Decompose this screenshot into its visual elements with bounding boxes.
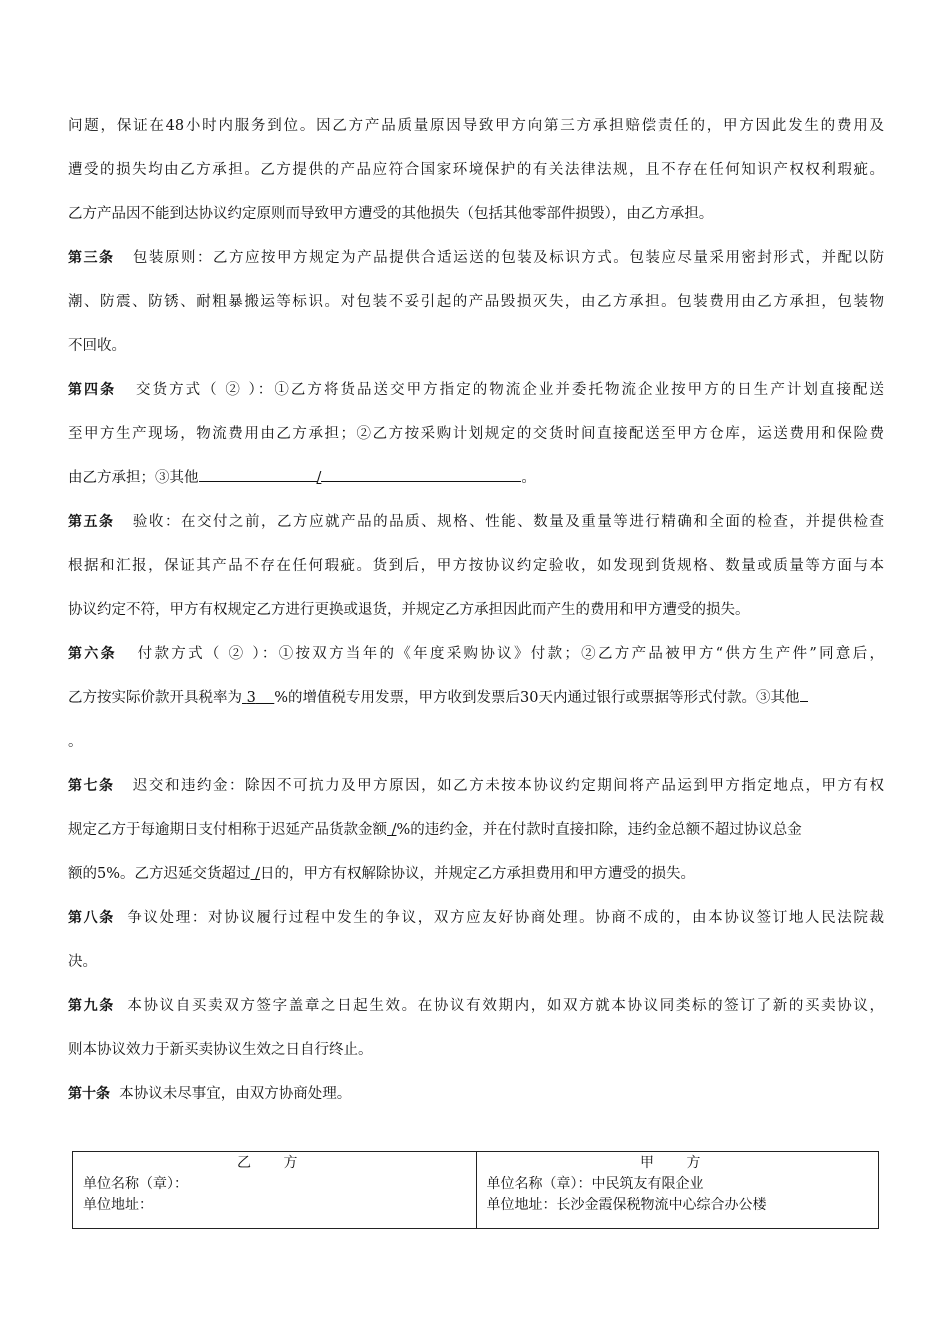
party-b-name-label: 单位名称（章）： [83, 1176, 188, 1192]
article-4-line-1: 第四条 交货方式（ ② ）：①乙方将货品送交甲方指定的物流企业并委托物流企业按甲方的日生产计划直接配送 [68, 382, 885, 398]
party-b-address-label: 单位地址： [83, 1197, 153, 1213]
article-6-line-2: 乙方按实际价款开具税率为 3 %的增值税专用发票，甲方收到发票后30天内通过银行或票据等形式付款。③其他 [68, 682, 884, 726]
article-7-line-1: 第七条 迟交和违约金：除因不可抗力及甲方原因，如乙方未按本协议约定期间将产品运到甲方指定地点，甲方有权 [68, 778, 885, 794]
article-4-title: 第四条 [68, 382, 117, 398]
article-9-title: 第九条 [68, 998, 115, 1014]
article-9-line-2: 则本协议效力于新买卖协议生效之日自行终止。 [68, 1042, 373, 1058]
article-3-line-2: 潮、防震、防锈、耐粗暴搬运等标识。对包装不妥引起的产品毁损灭失，由乙方承担。包装费用由乙方承担，包装物 [68, 294, 884, 310]
article-5-title: 第五条 [68, 514, 115, 530]
article-8-title: 第八条 [68, 910, 115, 926]
article-6-line-1: 第六条 付款方式（ ② ）：①按双方当年的《年度采购协议》付款；②乙方产品被甲方“供方生产件”同意后， [68, 646, 885, 662]
party-a-heading: 甲 方 [640, 1155, 715, 1171]
party-a-address-label: 单位地址：长沙金霞保税物流中心综合办公楼 [486, 1197, 767, 1213]
party-b-heading: 乙 方 [237, 1155, 312, 1171]
penalty-rate-value: / [391, 822, 397, 838]
article-3-title: 第三条 [68, 250, 115, 266]
delay-days-value: / [255, 866, 261, 882]
clause-continuation-line-1: 问题，保证在48小时内服务到位。因乙方产品质量原因导致甲方向第三方承担赔偿责任的，甲方因此发生的费用及 [68, 118, 884, 134]
other-payment-blank [800, 687, 808, 702]
signature-table [72, 1151, 879, 1229]
article-3-line-1: 第三条 包装原则：乙方应按甲方规定为产品提供合适运送的包装及标识方式。包装应尽量采用密封形式，并配以防 [68, 250, 885, 266]
article-4-line-3: 由乙方承担；③其他 / 。 [68, 462, 884, 506]
clause-continuation-line-2: 遭受的损失均由乙方承担。乙方提供的产品应符合国家环境保护的有关法律法规，且不存在任何知识产权权利瑕疵。 [68, 162, 884, 178]
tax-rate-value: 3 [246, 690, 256, 706]
party-a-name-label: 单位名称（章）：中民筑友有限企业 [486, 1176, 704, 1192]
other-delivery-slash: / [316, 470, 322, 486]
contract-body [68, 110, 884, 1122]
article-7-line-3: 额的5%。乙方迟延交货超过 /日的，甲方有权解除协议，并规定乙方承担费用和甲方遭受的损失。 [68, 866, 696, 882]
article-5-line-1: 第五条 验收：在交付之前，乙方应就产品的品质、规格、性能、数量及重量等进行精确和全面的检查，并提供检查 [68, 514, 885, 530]
article-5-line-2: 根据和汇报，保证其产品不存在任何瑕疵。货到后，甲方按协议约定验收，如发现到货规格、数量或质量等方面与本 [68, 558, 884, 574]
article-10-line-1: 第十条 本协议未尽事宜，由双方协商处理。 [68, 1086, 352, 1102]
other-delivery-blank-2 [321, 467, 521, 482]
other-delivery-blank [199, 467, 317, 482]
article-6-title: 第六条 [68, 646, 117, 662]
party-a-cell [476, 1152, 879, 1228]
article-6-line-3: 。 [68, 734, 83, 750]
article-4-line-2: 至甲方生产现场，物流费用由乙方承担；②乙方按采购计划规定的交货时间直接配送至甲方仓库，运送费用和保险费 [68, 426, 884, 442]
article-10-title: 第十条 [68, 1086, 110, 1102]
clause-continuation-line-3: 乙方产品因不能到达协议约定原则而导致甲方遭受的其他损失（包括其他零部件损毁），由乙方承担。 [68, 206, 714, 222]
party-b-cell [73, 1152, 476, 1228]
article-7-line-2: 规定乙方于每逾期日支付相称于迟延产品货款金额 /%的违约金，并在付款时直接扣除，违约金总额不超过协议总金 [68, 822, 802, 838]
article-7-title: 第七条 [68, 778, 115, 794]
article-3-line-3: 不回收。 [68, 338, 126, 354]
article-8-line-2: 决。 [68, 954, 97, 970]
article-5-line-3: 协议约定不符，甲方有权规定乙方进行更换或退货，并规定乙方承担因此而产生的费用和甲方遭受的损失。 [68, 602, 750, 618]
article-8-line-1: 第八条 争议处理：对协议履行过程中发生的争议，双方应友好协商处理。协商不成的，由本协议签订地人民法院裁 [68, 910, 885, 926]
article-9-line-1: 第九条 本协议自买卖双方签字盖章之日起生效。在协议有效期内，如双方就本协议同类标的签订了新的买卖协议， [68, 998, 885, 1014]
